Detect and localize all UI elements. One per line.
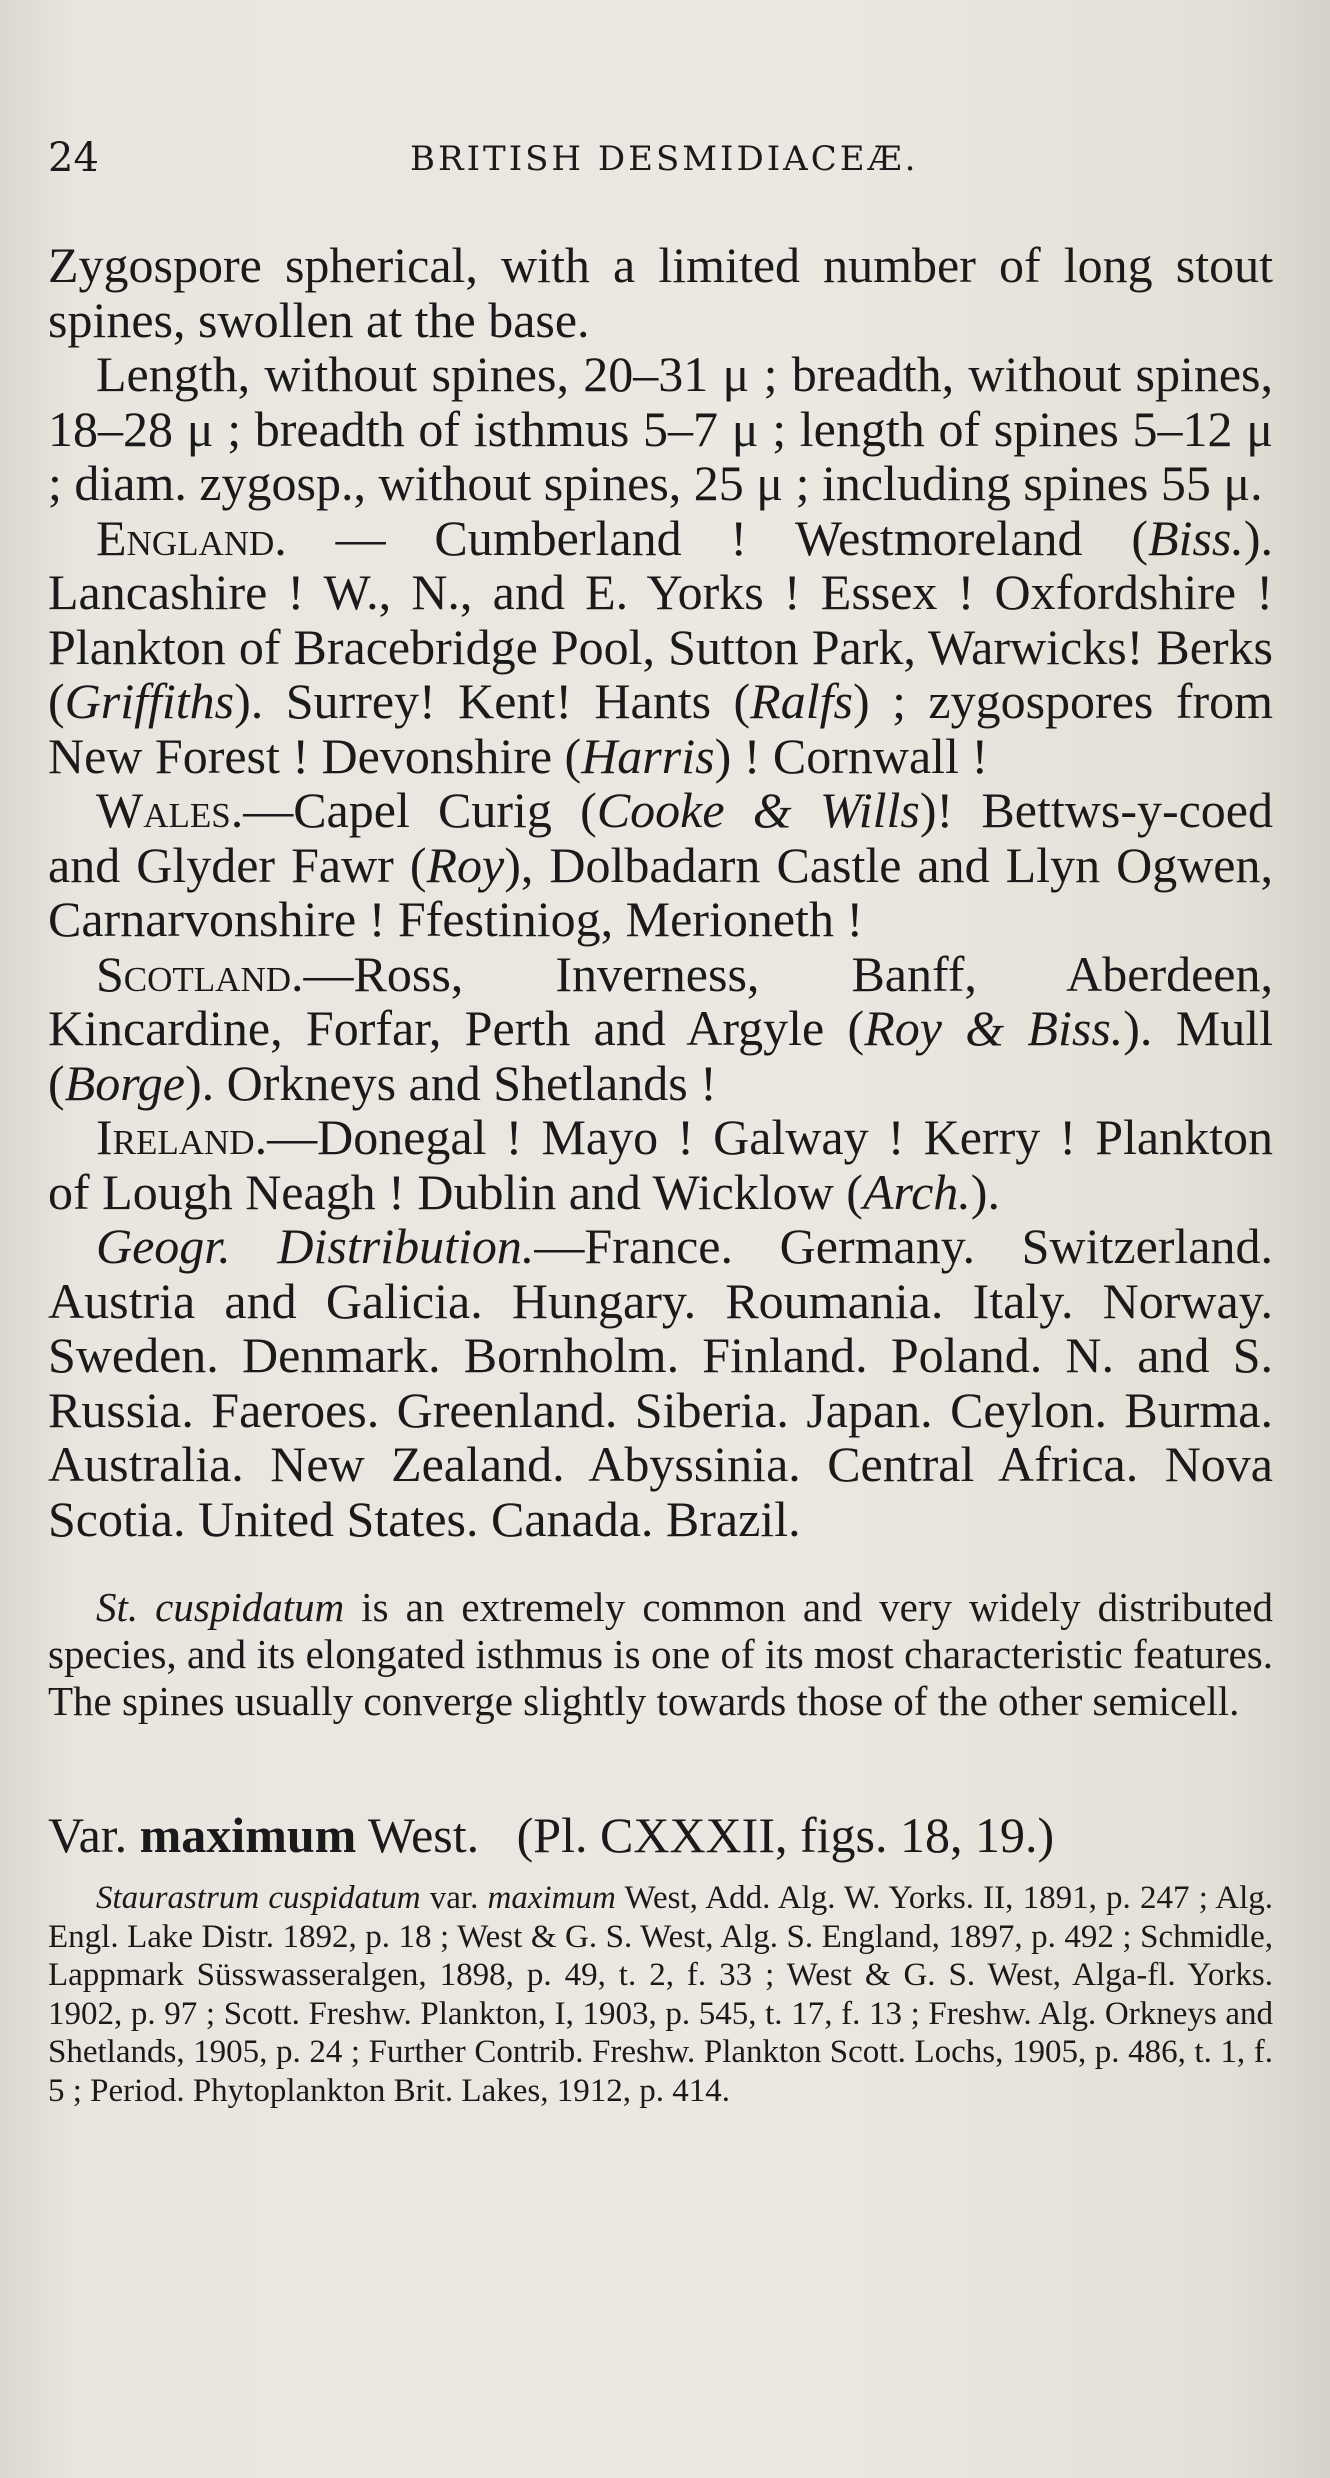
scotland-authority-1: Roy & Biss. xyxy=(864,1000,1124,1056)
wales-text-3: ), Dolbadarn Castle and Llyn Ogwen, Carnarvonshire ! Ffestiniog, Merioneth ! xyxy=(48,836,1273,947)
wales-text-2: )! Bettws-y-coed and Glyder Fawr ( xyxy=(48,782,1273,893)
variety-prefix: Var. xyxy=(48,1807,140,1863)
wales-paragraph xyxy=(48,783,1273,947)
measurements-paragraph: Length, without spines, 20–31 μ ; breadth, without spines, 18–28 μ ; breadth of isthmus 5–7 μ ; length of spines 5–12 μ ; diam. zygosp., without spines, 25 μ ; including spines 55 μ. xyxy=(48,346,1273,511)
wales-authority-2: Roy xyxy=(426,836,505,893)
ireland-text-2: ). xyxy=(970,1163,1000,1220)
wales-label: Wales. xyxy=(96,782,244,838)
commentary-paragraph xyxy=(48,1584,1273,1725)
species-description xyxy=(48,238,1273,1546)
england-authority-4: Harris xyxy=(581,727,715,784)
variety-authority: West. xyxy=(356,1807,480,1863)
england-paragraph xyxy=(48,511,1273,784)
england-label: England. xyxy=(96,509,287,566)
variety-heading xyxy=(48,1805,1273,1865)
page-number: 24 xyxy=(48,135,99,181)
page-header xyxy=(48,135,1270,195)
ireland-paragraph xyxy=(48,1110,1273,1219)
reference-text-1: var. xyxy=(420,1880,488,1916)
scotland-text-1: —Ross, Inverness, Banff, Aberdeen, Kincardine, Forfar, Perth and Argyle ( xyxy=(48,945,1273,1056)
england-authority-3: Ralfs xyxy=(750,673,853,729)
england-authority-2: Griffiths xyxy=(64,673,235,729)
page-body xyxy=(48,238,1273,2110)
zygospore-paragraph: Zygospore spherical, with a limited number of long stout spines, swollen at the base. xyxy=(48,237,1273,348)
scotland-text-3: ). Orkneys and Shetlands ! xyxy=(185,1054,717,1111)
england-text-1: — Cumberland ! Westmoreland ( xyxy=(286,509,1148,566)
references-paragraph xyxy=(48,1879,1273,2110)
geographical-distribution-label: Geogr. Distribution. xyxy=(96,1218,535,1274)
scotland-label: Scotland. xyxy=(96,945,304,1002)
ireland-text-1: —Donegal ! Mayo ! Galway ! Kerry ! Plankton of Lough Neagh ! Dublin and Wicklow ( xyxy=(48,1109,1273,1220)
variety-spacer xyxy=(479,1807,517,1863)
england-text-5: ) ! Cornwall ! xyxy=(714,727,989,784)
england-text-2: ). Lancashire ! W., N., and E. Yorks ! Essex ! Oxfordshire ! Plankton of Bracebridge Pool, Sutton Park, Warwicks! Berks ( xyxy=(48,509,1273,729)
wales-text-1: —Capel Curig ( xyxy=(243,782,597,838)
reference-text-2: West, Add. Alg. W. Yorks. II, 1891, p. 247 ; Alg. Engl. Lake Distr. 1892, p. 18 ; West & G. S. West, Alg. S. England, 1897, p. 492 ; Schmidle, Lappmark Süsswasseralgen, 1898, p. 49, t. 2, f. 33 ; West & G. S. West, Alga-fl. Yorks. 1902, p. 97 ; Scott. Freshw. Plankton, I, 1903, p. 545, t. 17, f. 13 ; Freshw. Alg. Orkneys and Shetlands, 1905, p. 24 ; Further Contrib. Freshw. Plankton Scott. Lochs, 1905, p. 486, t. 1, f. 5 ; Period. Phytoplankton Brit. Lakes, 1912, p. 414. xyxy=(48,1880,1273,2109)
commentary-text: is an extremely common and very widely distributed species, and its elongated isthmus is one of its most characteristic features. The spines usually converge slightly towards those of the other semicell. xyxy=(48,1584,1274,1724)
running-title: BRITISH DESMIDIACEÆ. xyxy=(410,139,919,179)
geographical-distribution-text: —France. Germany. Switzerland. Austria and Galicia. Hungary. Roumania. Italy. Norway. Sweden. Denmark. Bornholm. Finland. Poland. N. and S. Russia. Faeroes. Greenland. Siberia. Japan. Ceylon. Burma. Australia. New Zealand. Abyssinia. Central Africa. Nova Scotia. United States. Canada. Brazil. xyxy=(48,1218,1273,1547)
scotland-text-2: ). Mull ( xyxy=(48,1000,1273,1111)
reference-species-name: Staurastrum cuspidatum xyxy=(96,1880,421,1916)
reference-variety-name: maximum xyxy=(487,1880,616,1916)
geographical-distribution-paragraph xyxy=(48,1219,1273,1546)
variety-plate-reference: (Pl. CXXXII, figs. 18, 19.) xyxy=(516,1807,1055,1863)
references xyxy=(48,1879,1273,2110)
scotland-paragraph xyxy=(48,947,1273,1111)
species-name: St. cuspidatum xyxy=(96,1584,345,1630)
commentary xyxy=(48,1584,1273,1725)
ireland-label: Ireland. xyxy=(96,1109,268,1165)
england-text-3: ). Surrey! Kent! Hants ( xyxy=(234,673,751,729)
wales-authority-1: Cooke & Wills xyxy=(596,782,920,838)
ireland-authority-1: Arch. xyxy=(862,1163,971,1220)
variety-name: maximum xyxy=(139,1807,357,1863)
scotland-authority-2: Borge xyxy=(64,1054,185,1111)
england-authority-1: Biss. xyxy=(1147,509,1244,566)
england-text-4: ) ; zygospores from New Forest ! Devonshire ( xyxy=(48,673,1273,784)
